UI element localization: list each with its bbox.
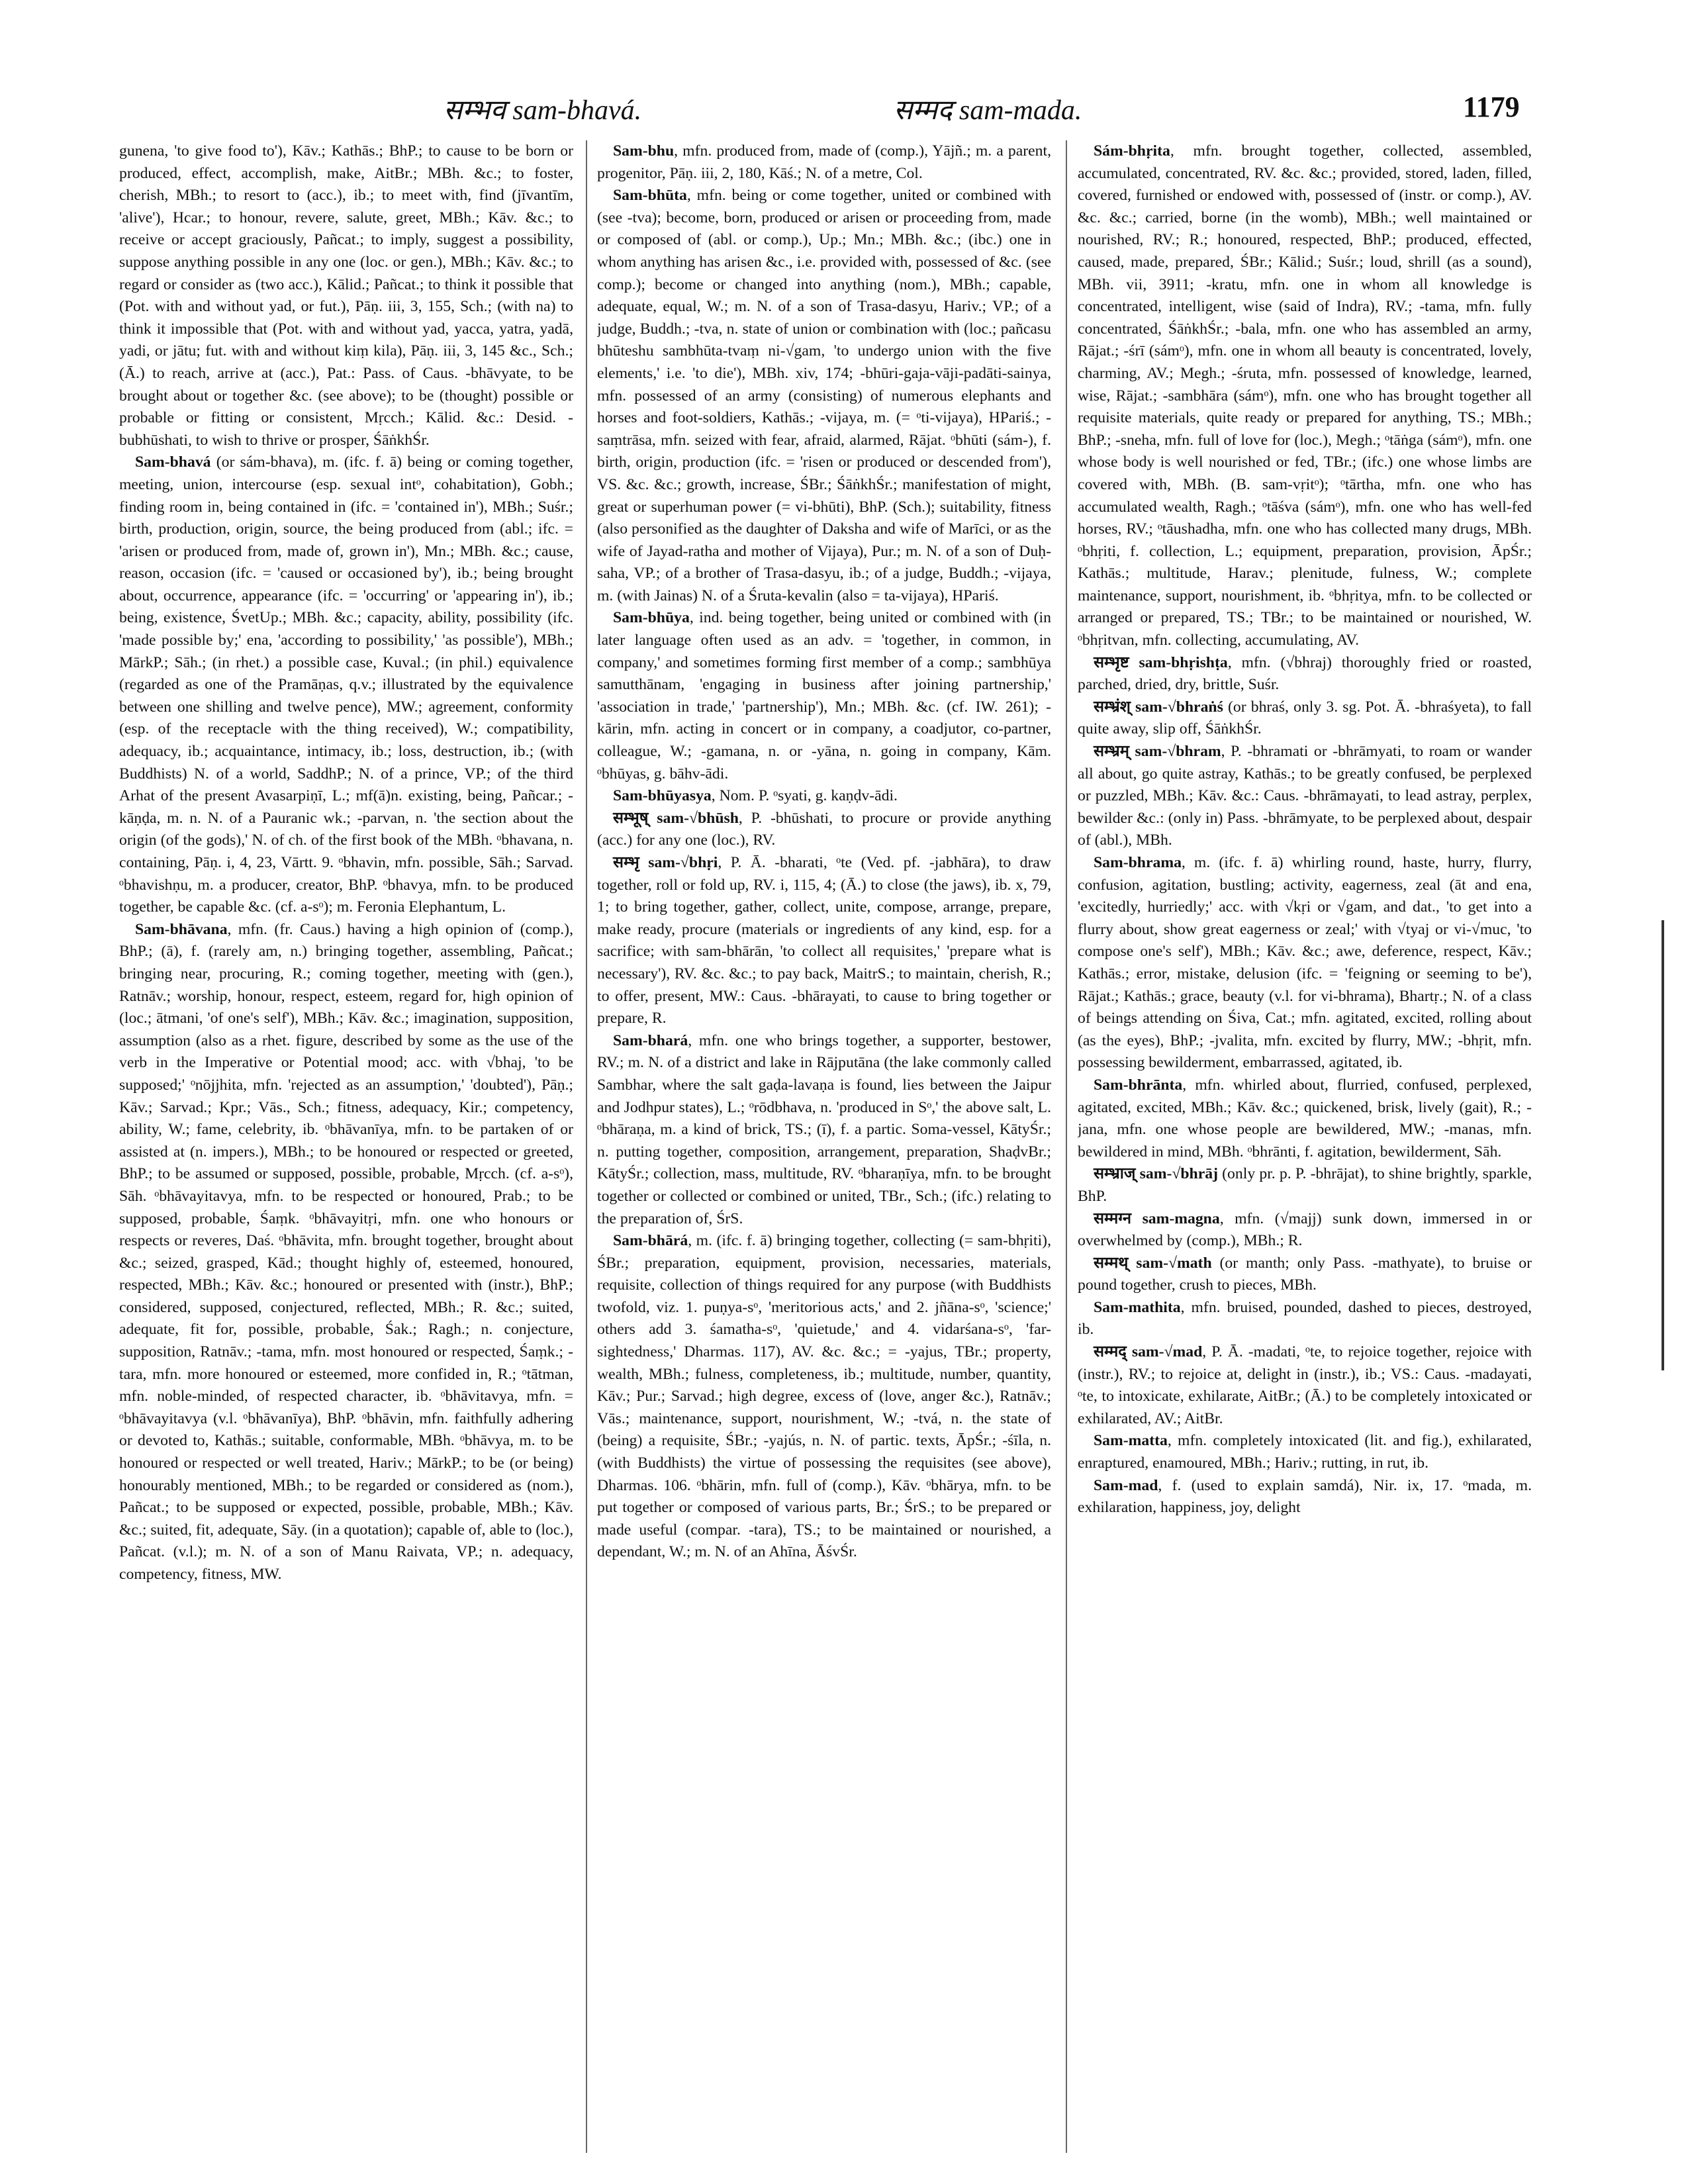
entry-headword: सम्भ्राज् sam-√bhrāj <box>1094 1165 1218 1183</box>
dictionary-entry <box>597 852 1051 1030</box>
entry-text: , ind. being together, being united or combined with (in later language often used as an adv. = 'together, in common, in company,' and sometimes forming first member of a comp.; sambhūya samutthānam, 'engaging in business after joining partnership,' 'association in trade,' 'partnership'), Mn.; MBh. &c. (cf. IW. 261); -kārin, mfn. acting in concert or in company, a coadjutor, co-partner, colleague, W.; -gamana, n. or -yāna, n. going in company, Kām. ᵒbhūyas, g. bāhv-ādi. <box>597 609 1051 783</box>
dictionary-entry <box>1078 741 1532 852</box>
entry-text: , mfn. (√bhraj) thoroughly fried or roasted, parched, dried, dry, brittle, Suśr. <box>1078 653 1532 694</box>
entry-text: (only pr. p. P. -bhrājat), to shine brightly, sparkle, BhP. <box>1078 1165 1532 1205</box>
dictionary-entry <box>597 785 1051 808</box>
entry-text: , mfn. being or come together, united or combined with (see -tva); become, born, produced or arisen or proceeding from, made or composed of (abl. or comp.), Up.; Mn.; MBh. &c.; (ibc.) one in whom anything has arisen &c., i.e. provided with, possessed of &c. (see comp.); become or changed into anything (nom.), MBh.; capable, adequate, equal, W.; m. N. of a son of Trasa-dasyu, Hariv.; VP.; of a judge, Buddh.; -tva, n. state of union or combination with (loc.; pañcasu bhūteshu sambhūta-tvaṃ ni-√gam, 'to undergo union with the five elements,' i.e. 'to die'), MBh. xiv, 174; -bhūri-gaja-vāji-padāti-sainya, mfn. possessed of an army (consisting) of numerous elephants and horses and foot-soldiers, Kathās.; -vijaya, m. (= ᵒti-vijaya), HPariś.; -saṃtrāsa, mfn. seized with fear, afraid, alarmed, Rājat. ᵒbhūti (sám-), f. birth, origin, production (ifc. = 'risen or produced or descended from'), VS. &c. &c.; growth, increase, ŚBr.; ŚāṅkhŚr.; manifestation of might, great or superhuman power (= vi-bhūti), BhP. (Sch.); suitability, fitness (also personified as the daughter of Daksha and wife of Marīci, or as the wife of Jayad-ratha and mother of Vijaya), Pur.; m. N. of a son of Duḥ-saha, VP.; of a brother of Trasa-dasyu, ib.; of a judge, Buddh.; -vijaya, m. (with Jainas) N. of a Śruta-kevalin (also = ta-vijaya), HPariś. <box>597 187 1051 604</box>
entry-headword: Sam-mathita <box>1094 1298 1181 1316</box>
entry-text: , mfn. (fr. Caus.) having a high opinion of (comp.), BhP.; (ā), f. (rarely am, n.) bringing together, assembling, Pañcat.; bringing near, procuring, R.; coming together, meeting with (gen.), Ratnāv.; worship, honour, respect, esteem, regard for, high opinion of (loc.; ātmani, 'of one's self'), MBh.; Kāv. &c.; imagination, supposition, assumption (also as a rhet. figure, described by some as the use of the verb in the Imperative or Potential mood; acc. with √bhaj, 'to be supposed;' ᵒnōjjhita, mfn. 'rejected as an assumption,' 'doubted'), Pāṇ.; Kāv.; Sarvad.; Kpr.; Vās., Sch.; fitness, adequacy, Kir.; competency, ability, W.; fame, celebrity, ib. ᵒbhāvanīya, mfn. to be partaken of or assisted at (n. impers.), MBh.; to be honoured or respected or greeted, BhP.; to be assumed or supposed, possible, probable, Mṛcch. (cf. a-sᵒ), Sāh. ᵒbhāvayitavya, mfn. to be respected or honoured, Prab.; to be supposed, probable, Śaṃk. ᵒbhāvayitṛi, mfn. one who honours or respects or reveres, Daś. ᵒbhāvita, mfn. brought together, brought about &c.; seized, grasped, Kād.; thought highly of, esteemed, honoured, respected, MBh.; Kāv. &c.; honoured or presented with (instr.), BhP.; considered, supposed, conjectured, reflected, MBh.; R. &c.; suited, adequate, fit for, possible, probable, Śak.; Ragh.; n. conjecture, supposition, Ratnāv.; -tama, mfn. most honoured or respected, Śaṃk.; -tara, mfn. more honoured or esteemed, more confided in, R.; ᵒtātman, mfn. noble-minded, of respected character, ib. ᵒbhāvitavya, mfn. = ᵒbhāvayitavya (v.l. ᵒbhāvanīya), BhP. ᵒbhāvin, mfn. faithfully adhering or devoted to, Kathās.; suitable, conformable, MBh. ᵒbhāvya, m. to be honoured or respected or well treated, Hariv.; MārkP.; to be (or being) honourably mentioned, MBh.; to be regarded or considered as (nom.), Pañcat.; to be supposed or expected, possible, probable, MBh.; Kāv. &c.; suited, fit, adequate, Sāy. (in a quotation); capable of, able to (loc.), Pañcat. (v.l.); m. N. of a son of Manu Raivata, VP.; n. adequacy, competency, fitness, MW. <box>119 920 573 1583</box>
entry-text: , P. -bhūshati, to procure or provide anything (acc.) for any one (loc.), RV. <box>597 809 1051 849</box>
entry-text: , P. -bhramati or -bhrāmyati, to roam or wander all about, go quite astray, Kathās.; to be greatly confused, be perplexed or puzzled, MBh.; Kāv. &c.: Caus. -bhrāmayati, to lead astray, perplex, bewilder &c.: (only in) Pass. -bhrāmyate, to be perplexed about, despair of (abl.), MBh. <box>1078 743 1532 849</box>
dictionary-entry <box>1078 140 1532 652</box>
entry-text: , m. (ifc. f. ā) bringing together, collecting (= sam-bhṛiti), ŚBr.; preparation, equipment, provision, necessaries, materials, requisite, collection of things required for any purpose (with Buddhists twofold, viz. 1. puṇya-sᵒ, 'meritorious acts,' and 2. jñāna-sᵒ, 'science;' others add 3. śamatha-sᵒ, 'quietude,' and 4. vidarśana-sᵒ, 'far-sightedness,' Dharmas. 117), AV. &c. &c.; = -yajus, TBr.; property, wealth, MBh.; fulness, completeness, ib.; multitude, number, quantity, Kāv.; Pur.; Sarvad.; high degree, excess of (love, anger &c.), Ratnāv.; Vās.; maintenance, support, nourishment, W.; -tvá, n. the state of (being) a requisite, ŚBr.; -yajús, n. N. of partic. texts, ĀpŚr.; -śīla, n. (with Buddhists) the virtue of possessing the requisites (see above), Dharmas. 106. ᵒbhārin, mfn. full of (comp.), Kāv. ᵒbhārya, mfn. to be put together or composed of various parts, Br.; ŚrS.; to be prepared or made useful (compar. -tara), TS.; to be maintained or nourished, a dependant, W.; m. N. of an Ahīna, ĀśvŚr. <box>597 1232 1051 1561</box>
entry-text: , mfn. produced from, made of (comp.), Yājñ.; m. a parent, progenitor, Pāṇ. iii, 2, 180, Kāś.; N. of a metre, Col. <box>597 142 1051 182</box>
dictionary-entry <box>597 1230 1051 1564</box>
entry-text: , m. (ifc. f. ā) whirling round, haste, hurry, flurry, confusion, agitation, bustling; activity, eagerness, zeal (āt and ena, 'excitedly, hurriedly;' acc. with √kṛi or √gam, and dat., 'to get into a flurry about, show great eagerness or zeal;' with √tyaj or vi-√muc, 'to compose one's self'), MBh.; Kāv. &c.; awe, deference, respect, Kāv.; Kathās.; error, mistake, delusion (ifc. = 'feigning or seeming to be'), Rājat.; Kathās.; grace, beauty (v.l. for vi-bhrama), Bhartṛ.; N. of a class of beings attending on Śiva, Cat.; mfn. agitated, excited, rolling about (as the eyes), BhP.; -jvalita, mfn. excited by flurry, MW.; -bhṛit, mfn. possessing bewilderment, embarrassed, agitated, ib. <box>1078 854 1532 1072</box>
entry-headword: Sam-bhūta <box>613 187 687 205</box>
page-header <box>113 90 1569 130</box>
entry-text: , mfn. (√majj) sunk down, immersed in or overwhelmed by (comp.), MBh.; R. <box>1078 1210 1532 1250</box>
dictionary-entry <box>1078 1430 1532 1474</box>
dictionary-entry <box>1078 1475 1532 1519</box>
column-divider <box>1066 140 1067 2153</box>
entry-headword: Sam-bhará <box>613 1031 688 1049</box>
column-1 <box>119 140 573 2153</box>
entry-headword: सम्भूष् sam-√bhūsh <box>613 809 739 827</box>
entry-headword: सम्भ्रम् sam-√bhram <box>1094 743 1221 761</box>
entry-headword: Sam-bhūyasya <box>613 787 712 805</box>
entry-headword: Sam-bhrama <box>1094 854 1182 871</box>
dictionary-entry <box>597 808 1051 852</box>
dictionary-entry <box>119 140 573 451</box>
column-2 <box>597 140 1051 2153</box>
entry-text: gunena, 'to give food to'), Kāv.; Kathās.; BhP.; to cause to be born or produced, effect, accomplish, make, AitBr.; MBh. &c.; to foster, cherish, MBh.; to resort to (acc.), ib.; to meet with, find (jīvantīm, 'alive'), Hcar.; to honour, revere, salute, greet, MBh.; Kāv. &c.; to receive or accept graciously, Pañcat.; to imply, suggest a possibility, suppose anything possible in any one (loc. or gen.), MBh.; Kāv. &c.; to regard or consider as (two acc.), Kālid.; Pañcat.; to think it possible that (Pot. with and without yad, or fut.), Pāṇ. iii, 3, 155, Sch.; (with na) to think it impossible that (Pot. with and without yad, yacca, yatra, yadā, yadi, or jātu; fut. with and without kiṃ kila), Pāṇ. iii, 3, 145 &c., Sch.; (Ā.) to reach, arrive at (acc.), Pat.: Pass. of Caus. -bhāvyate, to be brought about or together &c. (see above); to be (thought) possible or probable or fitting or consistent, Mṛcch.; Kālid. &c.: Desid. -bubhūshati, to wish to thrive or prosper, ŚāṅkhŚr. <box>119 142 573 449</box>
entry-headword: सम्मग्न sam-magna <box>1094 1210 1220 1227</box>
entry-text: , mfn. whirled about, flurried, confused, perplexed, agitated, excited, MBh.; Kāv. &c.; quickened, brisk, lively (gait), R.; -jana, mfn. one whose people are bewildered, MW.; -manas, mfn. bewildered in mind, MBh. ᵒbhrānti, f. agitation, bewilderment, Sāh. <box>1078 1076 1532 1161</box>
dictionary-entry <box>1078 652 1532 696</box>
center-running-head: सम्मद sam-mada. <box>894 95 1082 126</box>
dictionary-entry <box>119 451 573 918</box>
dictionary-entry <box>1078 1163 1532 1208</box>
column-3 <box>1078 140 1532 2153</box>
dictionary-entry <box>597 607 1051 785</box>
entry-headword: सम्भृ sam-√bhṛi <box>613 854 718 871</box>
entry-headword: Sam-mad <box>1094 1476 1158 1494</box>
dictionary-entry <box>119 919 573 1586</box>
entry-text: , Nom. P. ᵒsyati, g. kaṇḍv-ādi. <box>711 787 898 805</box>
entry-text: , f. (used to explain samdá), Nir. ix, 17. ᵒmada, m. exhilaration, happiness, joy, delight <box>1078 1476 1532 1517</box>
dictionary-entry <box>1078 696 1532 741</box>
dictionary-entry <box>1078 1297 1532 1341</box>
entry-text: , mfn. bruised, pounded, dashed to pieces, destroyed, ib. <box>1078 1298 1532 1339</box>
entry-headword: Sam-bhu <box>613 142 675 160</box>
entry-text: , mfn. one who brings together, a supporter, bestower, RV.; m. N. of a district and lake in Rājputāna (the lake commonly called Sambhar, where the salt gaḍa-lavaṇa is found, lies between the Jaipur and Jodhpur states), L.; ᵒrōdbhava, n. 'produced in Sᵒ,' the above salt, L. ᵒbhāraṇa, m. a kind of brick, TS.; (ī), f. a partic. Soma-vessel, KātyŚr.; n. putting together, composition, arrangement, preparation, ShaḍvBr.; KātyŚr.; collection, mass, multitude, RV. ᵒbharaṇīya, mfn. to be brought together or collected or combined or united, TBr., Sch.; (ifc.) relating to the preparation of, ŚrS. <box>597 1031 1051 1227</box>
entry-headword: सम्भ्रंश् sam-√bhraṅś <box>1094 698 1223 716</box>
dictionary-entry <box>597 185 1051 607</box>
entry-text: , mfn. completely intoxicated (lit. and fig.), exhilarated, enraptured, enamoured, MBh.; Hariv.; rutting, in rut, ib. <box>1078 1432 1532 1472</box>
dictionary-entry <box>597 1030 1051 1230</box>
entry-headword: सम्मद् sam-√mad <box>1094 1343 1203 1361</box>
entry-headword: सम्भृष्ट sam-bhṛishṭa <box>1094 653 1228 671</box>
entry-headword: Sam-bhāvana <box>135 920 228 938</box>
entry-headword: Sam-bhārá <box>613 1232 688 1250</box>
left-running-head: सम्भव sam-bhavá. <box>444 95 642 126</box>
column-divider <box>586 140 587 2153</box>
entry-headword: Sam-bhrānta <box>1094 1076 1183 1094</box>
entry-headword: Sám-bhṛita <box>1094 142 1170 160</box>
entry-text: , P. Ā. -madati, ᵒte, to rejoice together, rejoice with (instr.), RV.; to rejoice at, delight in (instr.), ib.; VS.: Caus. -madayati, ᵒte, to intoxicate, exhilarate, AitBr.; (Ā.) to be completely intoxicated or exhilarated, AV.; AitBr. <box>1078 1343 1532 1427</box>
entry-headword: Sam-bhavá <box>135 453 211 471</box>
entry-headword: Sam-matta <box>1094 1432 1168 1450</box>
dictionary-entry <box>597 140 1051 185</box>
dictionary-entry <box>1078 852 1532 1074</box>
margin-mark <box>1662 920 1664 1370</box>
entry-headword: Sam-bhūya <box>613 609 690 627</box>
dictionary-entry <box>1078 1074 1532 1163</box>
entry-text: , P. Ā. -bharati, ᵒte (Ved. pf. -jabhāra), to draw together, roll or fold up, RV. i, 115, 4; (Ā.) to close (the jaws), ib. x, 79, 1; to bring together, gather, collect, unite, compose, arrange, prepare, make ready, procure (materials or ingredients of any kind, esp. for a sacrifice; with sam-bhārān, 'to collect all requisites,' 'prepare what is necessary'), RV. &c. &c.; to pay back, MaitrS.; to maintain, cherish, R.; to offer, present, MW.: Caus. -bhārayati, to cause to bring together or prepare, R. <box>597 854 1051 1027</box>
entry-text: (or bhraś, only 3. sg. Pot. Ā. -bhraśyeta), to fall quite away, slip off, ŚāṅkhŚr. <box>1078 698 1532 738</box>
entry-headword: सम्मथ् sam-√math <box>1094 1254 1212 1272</box>
dictionary-entry <box>1078 1341 1532 1430</box>
entry-text: , mfn. brought together, collected, assembled, accumulated, concentrated, RV. &c. &c.; provided, stored, laden, filled, covered, furnished or endowed with, possessed of (instr. or comp.), AV. &c. &c.; carried, borne (in the womb), MBh.; well maintained or nourished, RV.; R.; honoured, respected, BhP.; produced, effected, caused, made, prepared, ŚBr.; Kālid.; Suśr.; loud, shrill (as a sound), MBh. vii, 3911; -kratu, mfn. one in whom all knowledge is concentrated, intelligent, wise (said of Indra), RV.; -tama, mfn. fully concentrated, ŚāṅkhŚr.; -bala, mfn. one who has assembled an army, Rājat.; -śrī (sámᵒ), mfn. one in whom all beauty is concentrated, lovely, charming, AV.; Megh.; -śruta, mfn. possessed of knowledge, learned, wise, Rājat.; -sambhāra (sámᵒ), mfn. one who has brought together all requisite materials, quite ready or prepared for anything, TS.; MBh.; BhP.; -sneha, mfn. full of love for (loc.), Megh.; ᵒtāṅga (sámᵒ), mfn. one whose body is well nourished or fed, TBr.; (ifc.) one whose limbs are covered with, MBh. (B. sam-vṛitᵒ); ᵒtārtha, mfn. one who has accumulated wealth, Ragh.; ᵒtāśva (sámᵒ), mfn. one who has well-fed horses, RV.; ᵒtāushadha, mfn. one who has collected many drugs, MBh. ᵒbhṛiti, f. collection, L.; equipment, preparation, provision, ĀpŚr.; Kathās.; multitude, Harav.; plenitude, fulness, W.; complete maintenance, support, nourishment, ib. ᵒbhṛitya, mfn. to be collected or arranged or prepared, TS.; TBr.; to be maintained or nourished, W. ᵒbhṛitvan, mfn. collecting, accumulating, AV. <box>1078 142 1532 649</box>
entry-text: (or sám-bhava), m. (ifc. f. ā) being or coming together, meeting, union, intercourse (esp. sexual intᵒ, cohabitation), Gobh.; finding room in, being contained in (ifc. = 'contained in'), MBh.; Suśr.; birth, production, origin, source, the being produced from (abl.; ifc. = 'arisen or produced from, made of, grown in'), Mn.; MBh. &c.; cause, reason, occasion (ifc. = 'caused or occasioned by'), ib.; being brought about, occurrence, appearance (ifc. = 'occurring' or 'appearing in'), ib.; being, existence, ŚvetUp.; MBh. &c.; capacity, ability, possibility (ifc. 'made possible by;' ena, 'according to possibility,' 'as possible'), MBh.; MārkP.; Sāh.; (in rhet.) a possible case, Kuval.; (in phil.) equivalence (regarded as one of the Pramāṇas, q.v.; illustrated by the equivalence between one shilling and twelve pence), MW.; agreement, conformity (esp. of the receptacle with the thing received), W.; compatibility, adequacy, ib.; acquaintance, intimacy, ib.; loss, destruction, ib.; (with Buddhists) N. of a world, SaddhP.; N. of a prince, VP.; of the third Arhat of the present Avasarpiṇī, L.; mf(ā)n. existing, being, Pañcar.; -kāṇḍa, m. n. N. of a Pauranic wk.; -parvan, n. 'the section about the origin (of the gods),' N. of ch. of the first book of the MBh. ᵒbhavana, n. containing, Pāṇ. i, 4, 23, Vārtt. 9. ᵒbhavin, mfn. possible, Sāh.; Sarvad. ᵒbhavishṇu, m. a producer, creator, BhP. ᵒbhavya, mfn. to be produced together, be capable &c. (cf. a-sᵒ); m. Feronia Elephantum, L. <box>119 453 573 916</box>
page-number: 1179 <box>1463 91 1520 123</box>
entry-text: (or manth; only Pass. -mathyate), to bruise or pound together, crush to pieces, MBh. <box>1078 1254 1532 1294</box>
dictionary-entry <box>1078 1208 1532 1253</box>
dictionary-entry <box>1078 1253 1532 1297</box>
